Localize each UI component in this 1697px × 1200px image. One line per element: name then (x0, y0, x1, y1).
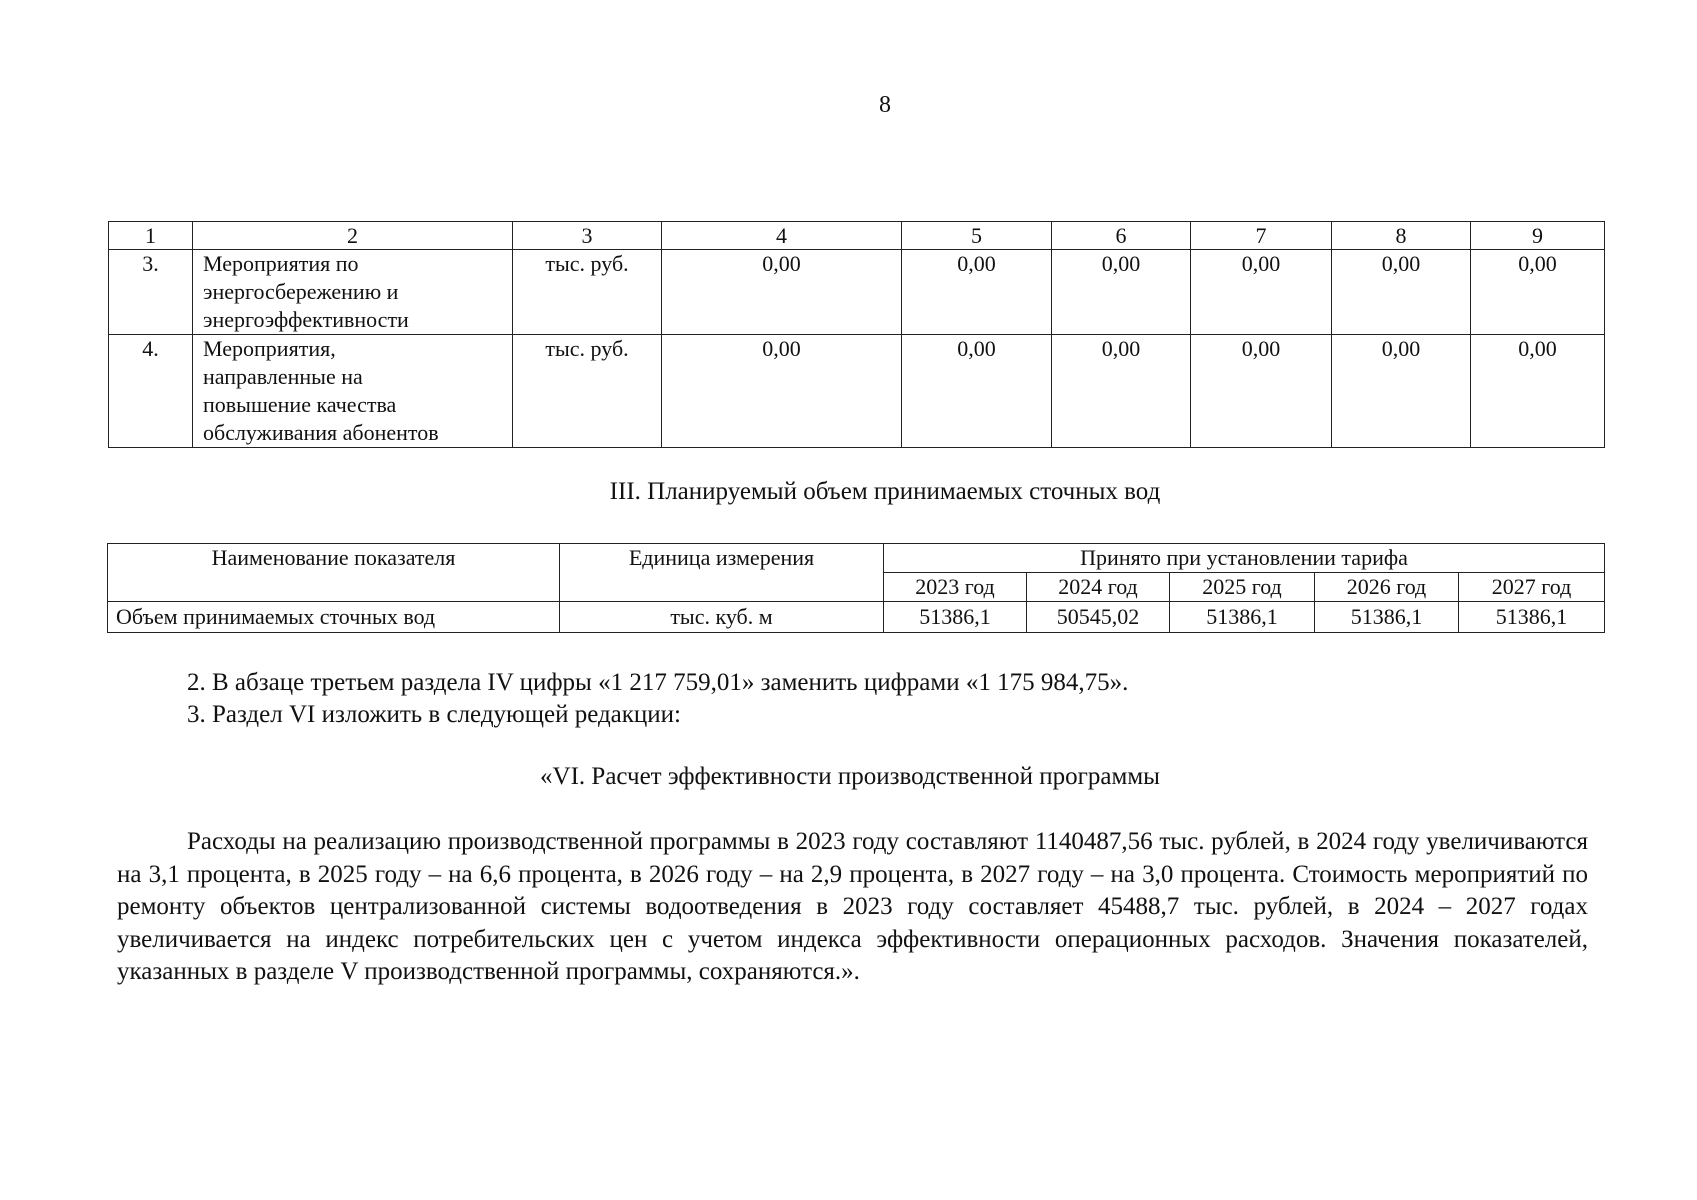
row-value: 0,00 (1052, 335, 1191, 448)
row-unit: тыс. руб. (513, 335, 662, 448)
column-header: 1 (109, 222, 193, 250)
row-value: 0,00 (1052, 250, 1191, 335)
year-header: 2026 год (1315, 573, 1459, 602)
indicator-value: 51386,1 (1459, 602, 1605, 633)
table-header-row (108, 544, 1605, 573)
row-value: 0,00 (1191, 250, 1332, 335)
indicator-value: 50545,02 (1027, 602, 1170, 633)
column-header: 7 (1191, 222, 1332, 250)
row-name-line: направленные на (203, 364, 363, 389)
row-name (193, 335, 513, 448)
column-header: 2 (193, 222, 513, 250)
row-value: 0,00 (1471, 335, 1605, 448)
column-header: 3 (513, 222, 662, 250)
row-number: 3. (109, 250, 193, 335)
row-name-line: обслуживания абонентов (203, 420, 439, 445)
year-header: 2023 год (884, 573, 1027, 602)
row-value: 0,00 (902, 335, 1052, 448)
year-header: 2024 год (1027, 573, 1170, 602)
tariff-group-header: Принято при установлении тарифа (884, 544, 1605, 573)
row-unit: тыс. руб. (513, 250, 662, 335)
year-header: 2027 год (1459, 573, 1605, 602)
row-value: 0,00 (662, 250, 902, 335)
measures-table (108, 221, 1605, 448)
row-value: 0,00 (662, 335, 902, 448)
wastewater-volume-table (107, 543, 1605, 633)
row-number: 4. (109, 335, 193, 448)
row-name-line: Мероприятия по (203, 251, 359, 276)
body-paragraph: Расходы на реализацию производственной программы в 2023 году составляют 1140487,56 тыс. рублей, в 2024 году увеличиваются на 3,1 процента, в 2025 году – на 6,6 процента, в 2026 году – на 2,9 процента, в 2027 году – на 3,0 процента. Стоимость мероприятий по ремонту объектов централизованной системы водоотведения в 2023 году составляет 45488,7 тыс. рублей, в 2024 – 2027 годах увеличивается на индекс потребительских цен с учетом индекса эффективности операционных расходов. Значения показателей, указанных в разделе V производственной программы, сохраняются.». (117, 828, 1588, 985)
indicator-value: 51386,1 (1315, 602, 1459, 633)
column-header: 8 (1332, 222, 1471, 250)
table-row (109, 250, 1605, 335)
section-3-title: III. Планируемый объем принимаемых сточных вод (609, 478, 1161, 505)
row-value: 0,00 (1191, 335, 1332, 448)
amendment-item: 3. Раздел VI изложить в следующей редакции: (187, 701, 682, 728)
row-name-line: энергоэффективности (203, 307, 409, 332)
indicator-value: 51386,1 (884, 602, 1027, 633)
indicator-name-header: Наименование показателя (108, 544, 560, 602)
indicator-unit: тыс. куб. м (560, 602, 884, 633)
year-header: 2025 год (1170, 573, 1315, 602)
table-header-row (109, 222, 1605, 250)
page-number: 8 (879, 92, 891, 118)
row-value: 0,00 (1471, 250, 1605, 335)
row-value: 0,00 (1332, 250, 1471, 335)
column-header: 9 (1471, 222, 1605, 250)
row-value: 0,00 (1332, 335, 1471, 448)
table-row (109, 335, 1605, 448)
column-header: 5 (902, 222, 1052, 250)
row-name-line: повышение качества (203, 392, 397, 417)
unit-header: Единица измерения (560, 544, 884, 602)
row-name-line: Мероприятия, (203, 336, 336, 361)
row-name-line: энергосбережению и (203, 279, 399, 304)
amendment-list (187, 667, 1128, 731)
section-6-title: «VI. Расчет эффективности производственной программы (540, 763, 1160, 790)
row-value: 0,00 (902, 250, 1052, 335)
amendment-item: 2. В абзаце третьем раздела IV цифры «1 217 759,01» заменить цифрами «1 175 984,75». (187, 669, 1129, 696)
column-header: 4 (662, 222, 902, 250)
row-name (193, 250, 513, 335)
indicator-name: Объем принимаемых сточных вод (108, 602, 560, 633)
indicator-value: 51386,1 (1170, 602, 1315, 633)
column-header: 6 (1052, 222, 1191, 250)
table-row (108, 602, 1605, 633)
